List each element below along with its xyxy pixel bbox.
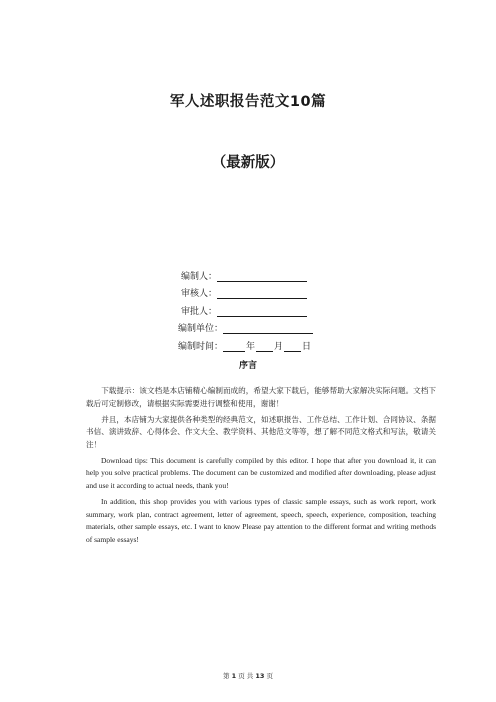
footer-page-number: 1 xyxy=(231,672,237,680)
editor-line xyxy=(217,270,307,282)
approver-field xyxy=(181,299,313,317)
editor-field xyxy=(181,264,313,282)
preface-heading: 序言 xyxy=(238,361,257,371)
unit-line xyxy=(223,322,313,334)
day-label: 日 xyxy=(302,341,312,352)
footer-middle: 页 共 xyxy=(238,672,254,680)
document-title: 军人述职报告范文10篇 xyxy=(169,94,327,110)
time-field xyxy=(178,334,313,352)
year-label: 年 xyxy=(246,341,256,352)
approver-line xyxy=(217,305,307,317)
cn-paragraph-1: 下载提示：该文档是本店铺精心编制而成的，希望大家下载后，能够帮助大家解决实际问题。文档下载后可定制修改，请根据实际需要进行调整和使用，谢谢！ xyxy=(86,386,436,408)
reviewer-field xyxy=(181,282,313,300)
approver-label: 审批人： xyxy=(181,306,218,317)
footer-total-pages: 13 xyxy=(255,672,265,680)
document-subtitle: （最新版） xyxy=(211,155,285,171)
editor-label: 编制人： xyxy=(181,271,218,282)
reviewer-line xyxy=(217,287,307,299)
reviewer-label: 审核人： xyxy=(181,289,218,299)
unit-label: 编制单位： xyxy=(178,324,224,334)
en-paragraph-2: In addition, this shop provides you with various types of classic sample essays, such as work report, work summary, work plan, contract agreement, letter of agreement, speech, speech, experience, composition, teaching materials, other sample essays, etc. I want to know Please pay attention to the different format and writing methods of sample essays! xyxy=(86,496,436,545)
month-line xyxy=(256,340,273,352)
info-fields xyxy=(178,264,313,352)
unit-field xyxy=(178,317,313,335)
preface-body xyxy=(86,385,436,550)
footer-prefix: 第 xyxy=(223,672,230,680)
page-footer xyxy=(0,671,496,680)
year-line xyxy=(223,340,245,352)
time-label: 编制时间： xyxy=(178,341,224,352)
cn-paragraph-2: 并且，本店铺为大家提供各种类型的经典范文，如述职报告、工作总结、工作计划、合同协议、条据书信、演讲致辞、心得体会、作文大全、教学资料、其他范文等等，想了解不同范文格式和写法，敬请关注！ xyxy=(86,414,436,449)
day-line xyxy=(284,340,301,352)
footer-suffix: 页 xyxy=(266,672,273,680)
en-paragraph-1: Download tips: This document is carefully compiled by this editor. I hope that after you download it, it can help you solve practical problems. The document can be customized and modified after downloading, please adjust and use it according to actual needs, thank you! xyxy=(86,455,436,491)
month-label: 月 xyxy=(274,341,284,352)
